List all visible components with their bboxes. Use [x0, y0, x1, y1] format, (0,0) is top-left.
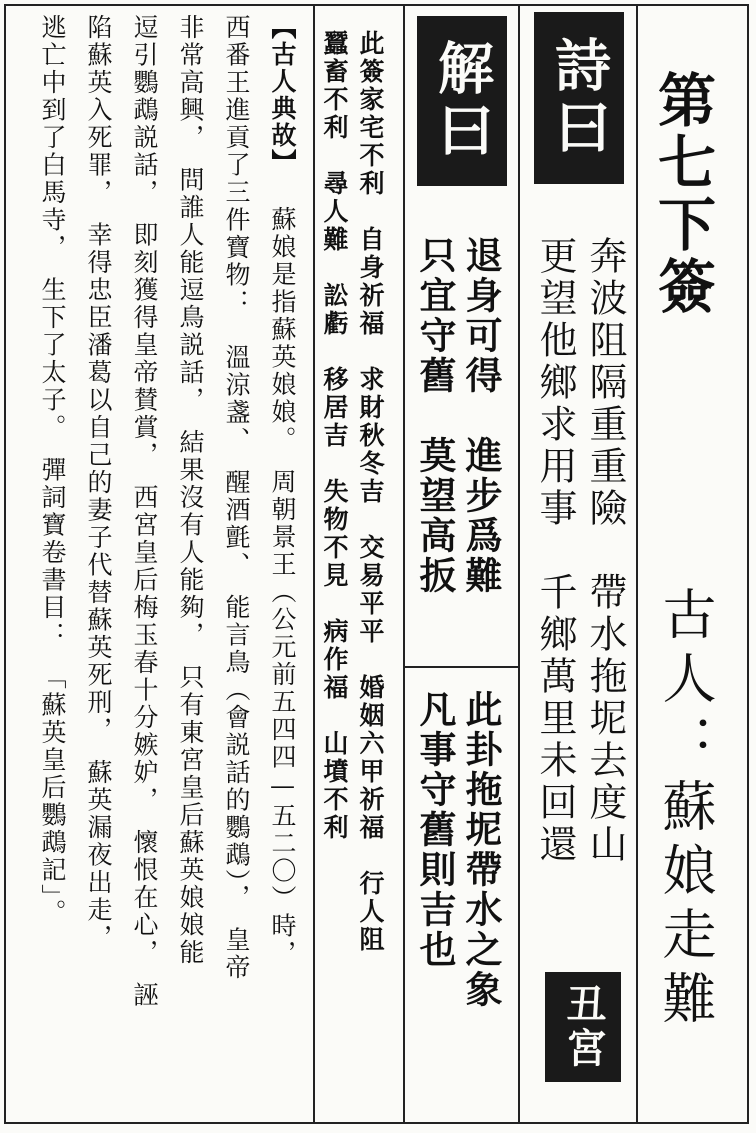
summary-line-2: 凡事守舊則吉也	[413, 690, 457, 970]
subtitle: 古人：蘇娘走難	[654, 586, 717, 1034]
story-line-2: 西番王進貢了三件寶物： 溫涼盞、 醒酒氈、 能言鳥（會説話的鸚鵡）， 皇帝	[222, 14, 251, 982]
interp-line-1: 退身可得 進步爲難	[459, 236, 503, 596]
attributes-line-2: 蠶畜不利 尋人難 訟虧 移居吉 失物不見 病作福 山墳不利	[320, 30, 349, 842]
palace-label: 丑宮	[560, 983, 607, 1071]
poem-label-box	[534, 12, 624, 184]
divider-interp	[403, 6, 405, 1122]
story-line-1: 蘇娘是指蘇英娘娘。 周朝景王（公元前五四四—五二〇）時，	[268, 206, 297, 968]
poem-line-1: 奔波阻隔重重險 帶水拖坭去度山	[583, 236, 627, 866]
palace-box	[545, 972, 621, 1082]
divider-summary	[405, 666, 518, 668]
story-line-4: 逗引鸚鵡説話， 即刻獲得皇帝賛賞， 西宮皇后梅玉春十分嫉妒， 懷恨在心， 誣	[130, 14, 159, 1009]
explain-label-box	[417, 16, 507, 186]
page-title: 第七下簽	[648, 70, 716, 318]
story-heading: 【古人典故】	[268, 14, 297, 176]
story-line-5: 陷蘇英入死罪， 幸得忠臣潘葛以自己的妻子代替蘇英死刑， 蘇英漏夜出走，	[84, 14, 113, 952]
poem-line-2: 更望他鄉求用事 千鄉萬里未回還	[533, 236, 577, 866]
interp-line-2: 只宜守舊 莫望高扳	[413, 236, 457, 596]
summary-line-1: 此卦拖坭帶水之象	[459, 690, 503, 1010]
divider-attrs	[313, 6, 315, 1122]
poem-label: 詩曰	[546, 36, 612, 160]
divider-title	[636, 6, 638, 1122]
story-line-3: 非常高興， 問誰人能逗鳥説話， 結果沒有人能夠， 只有東宮皇后蘇英娘娘能	[176, 14, 205, 967]
attributes-line-1: 此簽家宅不利 自身祈福 求財秋冬吉 交易平平 婚姻六甲祈福 行人阻	[356, 30, 385, 954]
divider-poem	[518, 6, 520, 1122]
story-line-6: 逃亡中到了白馬寺， 生下了太子。 彈詞寶卷書目： 「蘇英皇后鸚鵡記」。	[38, 14, 67, 927]
explain-label: 解曰	[429, 39, 495, 163]
